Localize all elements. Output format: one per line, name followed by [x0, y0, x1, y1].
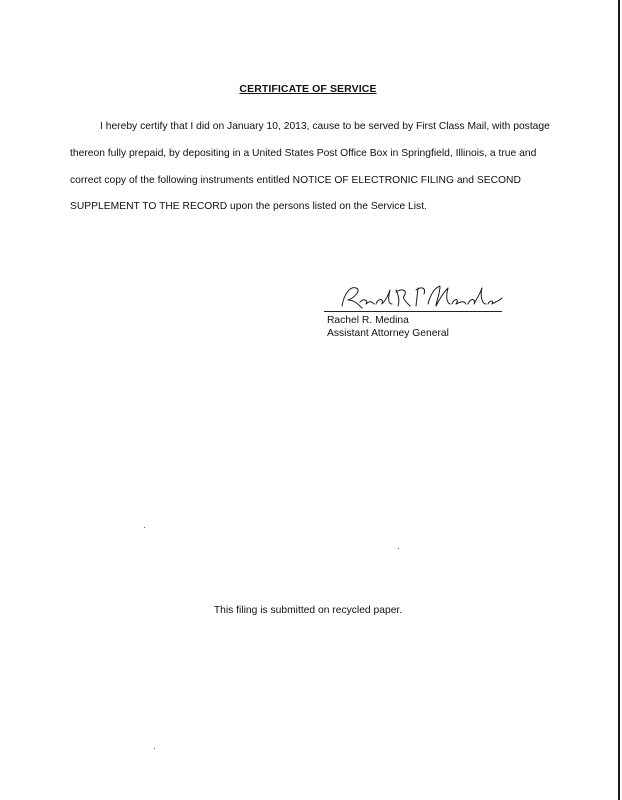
- page-edge-border: [618, 0, 620, 800]
- certification-body: [70, 114, 550, 221]
- scan-speck: [398, 548, 399, 549]
- document-title: CERTIFICATE OF SERVICE: [239, 83, 377, 95]
- scan-speck: [144, 527, 145, 528]
- recycled-paper-note: This filing is submitted on recycled paper.: [213, 605, 403, 616]
- certification-paragraph: I hereby certify that I did on January 10, 2013, cause to be served by First Class Mail, with postage thereon fully prepaid, by depositing in a United States Post Office Box in Springfield, Illinois, a true and correct copy of the following instruments entitled NOTICE OF ELECTRONIC FILING and SECOND SUPPLEMENT TO THE RECORD upon the persons listed on the Service List.: [70, 121, 550, 213]
- signature-line: [324, 311, 502, 312]
- scan-speck: [154, 748, 155, 749]
- signatory-title: Assistant Attorney General: [327, 328, 449, 339]
- signatory-name: Rachel R. Medina: [327, 315, 409, 326]
- handwritten-signature: [336, 282, 504, 312]
